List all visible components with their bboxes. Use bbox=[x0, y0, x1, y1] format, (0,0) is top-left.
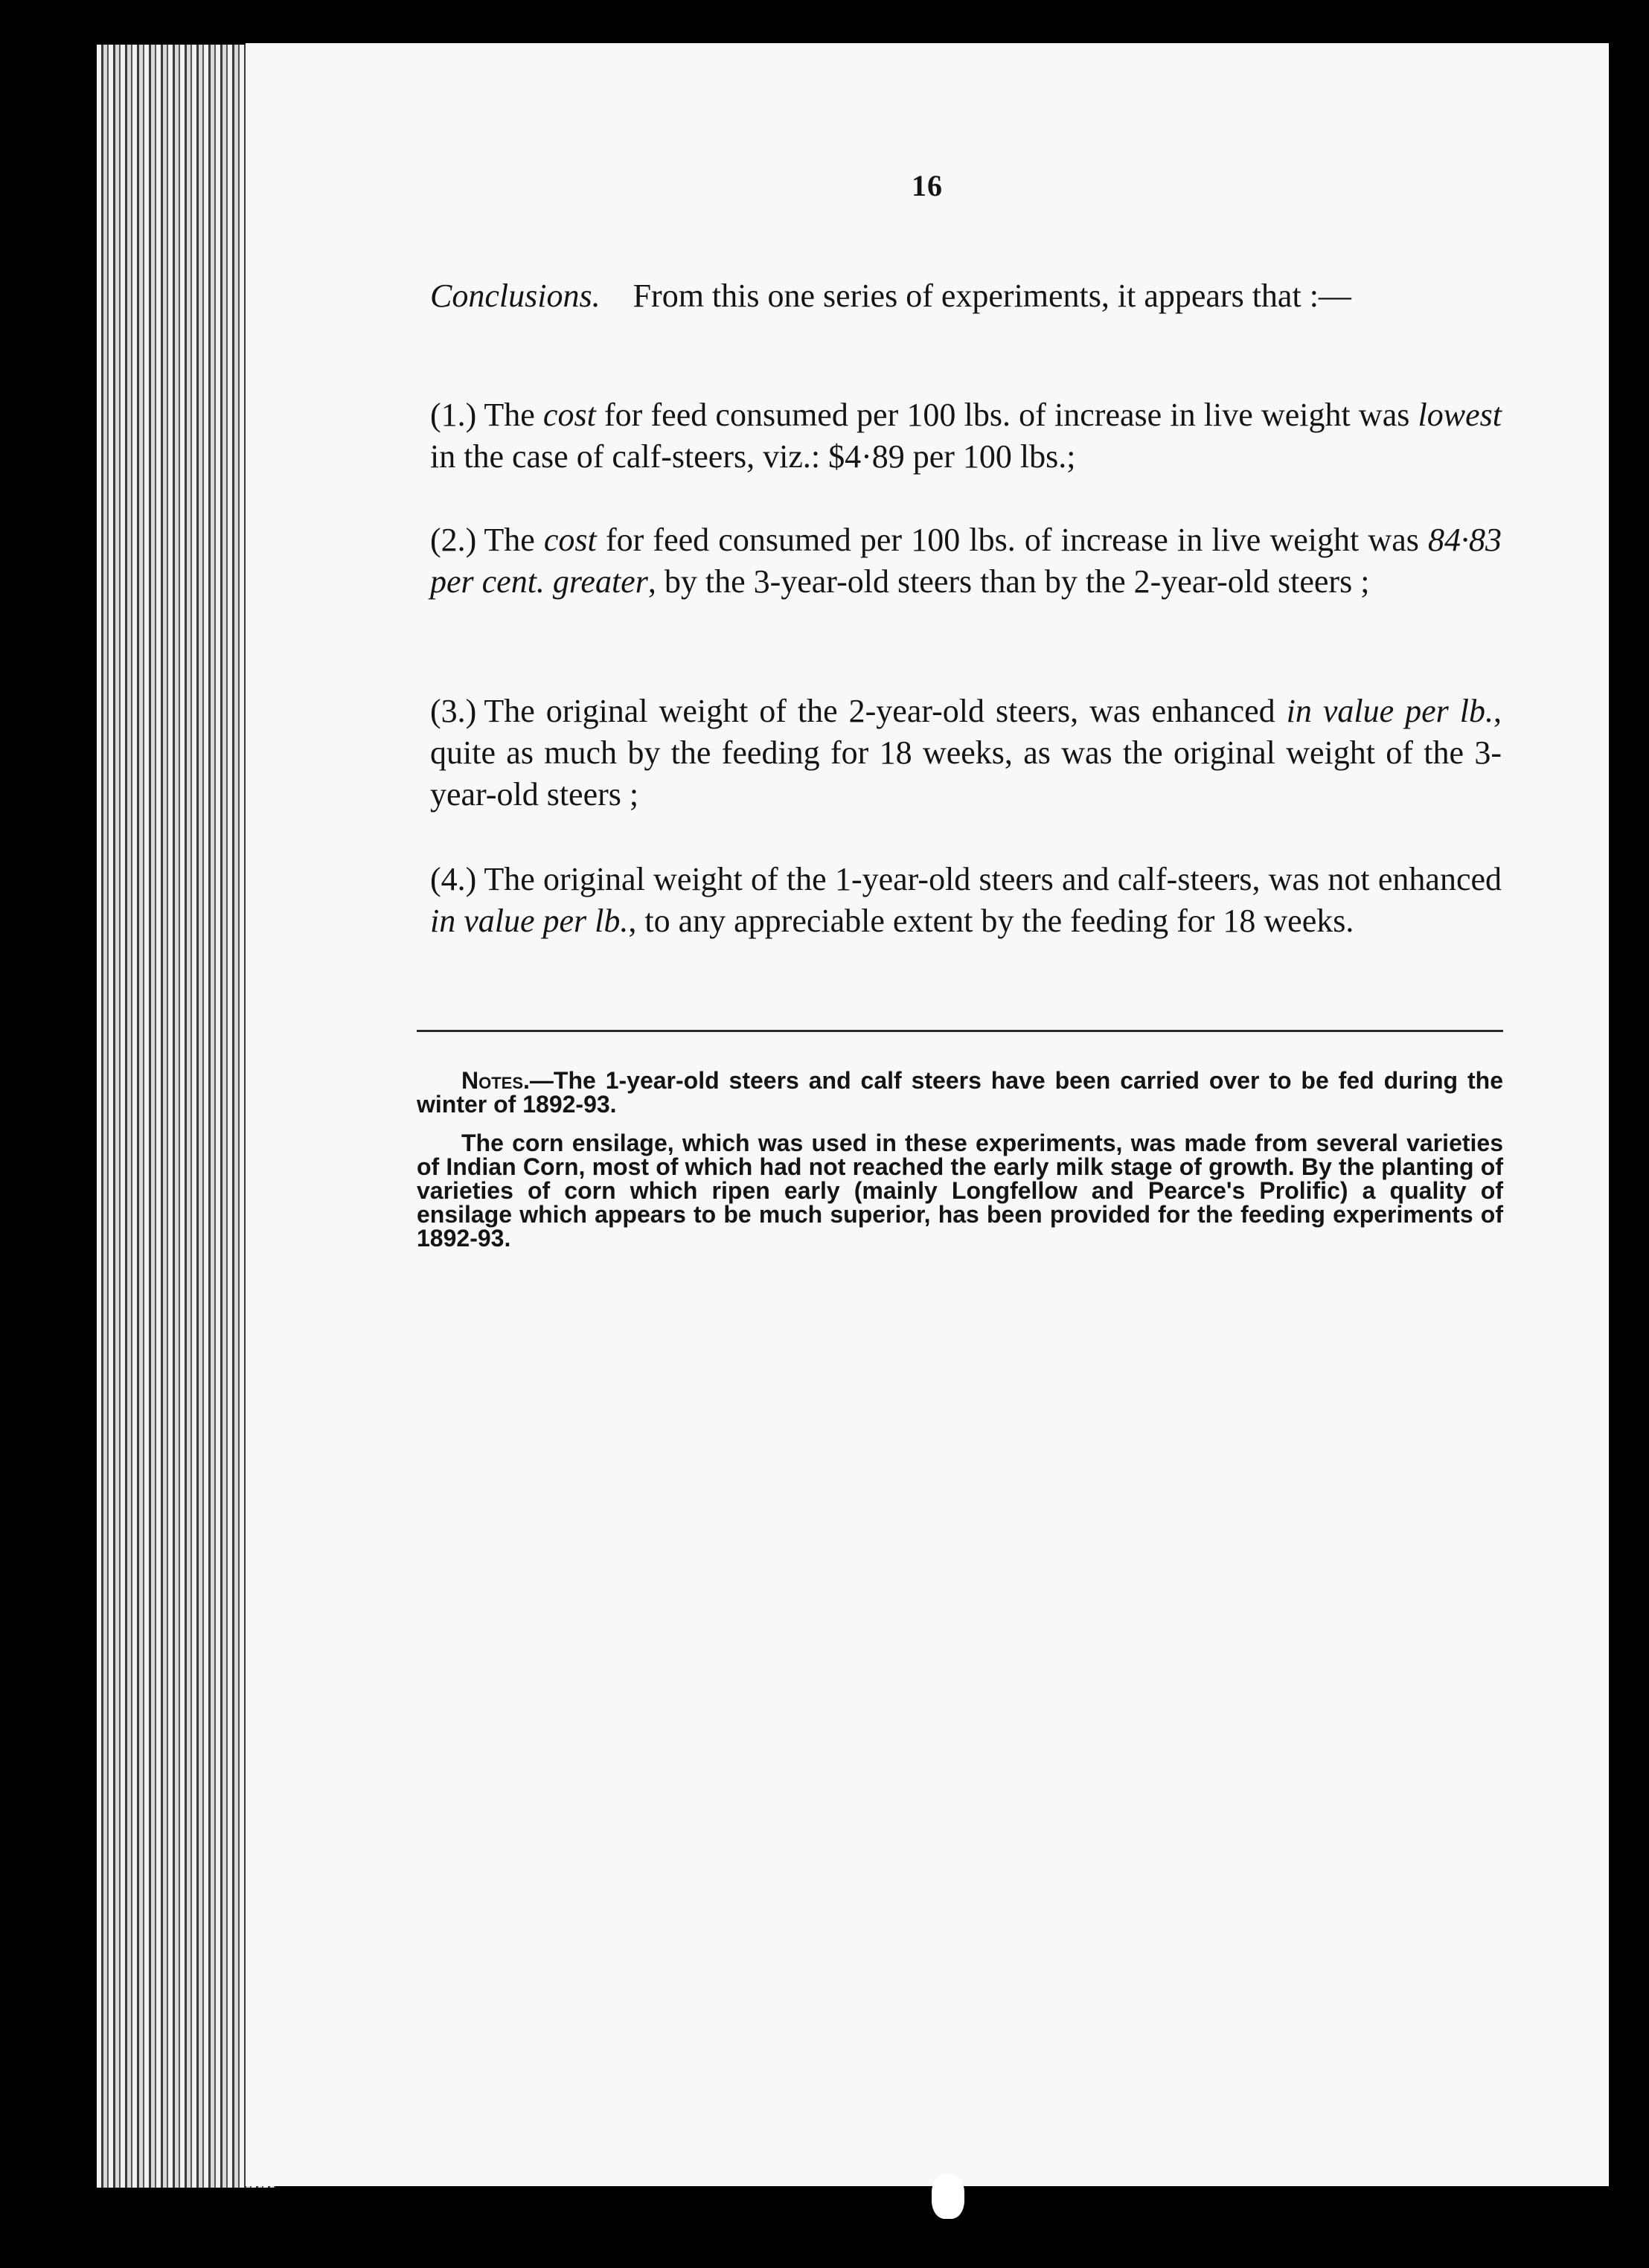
note-1-text: —The 1-year-old steers and calf steers have been carried over to be fed during the winter of 1892-93. bbox=[417, 1067, 1503, 1118]
item-emphasis: lowest bbox=[1418, 397, 1502, 433]
conclusions-paragraph bbox=[430, 275, 1502, 317]
item-text: The original weight of the 1-year-old steers and calf-steers, was not enhanced bbox=[484, 861, 1502, 897]
footnote-divider bbox=[417, 1030, 1503, 1032]
item-text: The bbox=[484, 522, 544, 558]
conclusion-item-1 bbox=[430, 394, 1502, 478]
item-text: , quite as much by the feeding for 18 weeks, as was the original weight of the 3-year-old steers ; bbox=[430, 693, 1502, 813]
item-text: , by the 3-year-old steers than by the 2-year-old steers ; bbox=[647, 563, 1370, 600]
note-2-text: The corn ensilage, which was used in these experiments, was made from several varieties of Indian Corn, most of which had not reached the early milk stage of growth. By the planting of varieties of corn which ripen early (mainly Longfellow and Pearce's Prolific) a quality of ensilage which appears to be much superior, has been provided for the feeding experiments of 1892-93. bbox=[417, 1130, 1503, 1252]
item-emphasis: cost bbox=[543, 522, 597, 558]
item-emphasis: cost bbox=[542, 397, 596, 433]
conclusion-item-3 bbox=[430, 691, 1502, 816]
item-emphasis: in value per lb. bbox=[430, 903, 629, 939]
notes-label: Notes. bbox=[461, 1067, 530, 1094]
item-text: The bbox=[484, 397, 543, 433]
item-text: for feed consumed per 100 lbs. of increase in live weight was bbox=[596, 522, 1429, 558]
item-number: (2.) bbox=[430, 522, 477, 558]
note-1 bbox=[417, 1069, 1503, 1116]
item-text: in the case of calf-steers, viz.: $4·89 per 100 lbs.; bbox=[430, 438, 1076, 475]
page-number: 16 bbox=[912, 169, 943, 202]
item-number: (4.) bbox=[430, 861, 477, 897]
conclusions-intro: From this one series of experiments, it appears that :— bbox=[633, 278, 1351, 314]
conclusion-item-2 bbox=[430, 519, 1502, 603]
item-text: , to any appreciable extent by the feeding for 18 weeks. bbox=[628, 903, 1354, 939]
item-number: (1.) bbox=[430, 397, 477, 433]
book-page bbox=[246, 43, 1609, 2186]
item-emphasis: in value per lb. bbox=[1286, 693, 1493, 729]
conclusions-heading: Conclusions. bbox=[430, 278, 601, 314]
item-number: (3.) bbox=[430, 693, 477, 729]
item-emphasis: 84·83 per cent. greater bbox=[430, 522, 1502, 600]
item-text: for feed consumed per 100 lbs. of increase in live weight was bbox=[595, 397, 1418, 433]
conclusion-item-4 bbox=[430, 859, 1502, 942]
page-content bbox=[246, 43, 1609, 2186]
paper-damage-mark bbox=[932, 2174, 964, 2219]
note-2 bbox=[417, 1131, 1503, 1250]
item-text: The original weight of the 2-year-old steers, was enhanced bbox=[484, 693, 1287, 729]
